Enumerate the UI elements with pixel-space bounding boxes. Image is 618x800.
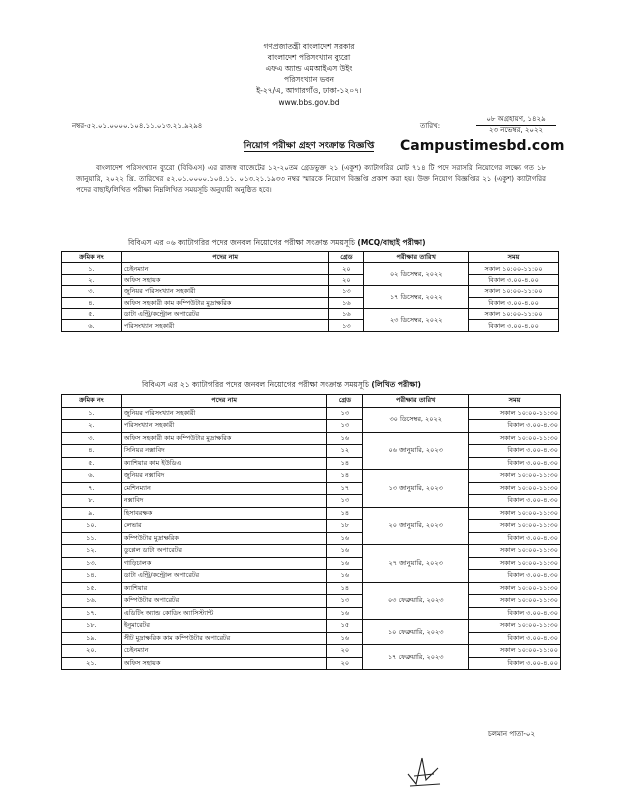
serial: ১. — [62, 407, 122, 420]
post-name: মেশিনম্যান — [121, 482, 327, 495]
serial: ৬. — [62, 470, 122, 483]
grade: ১৬ — [329, 297, 364, 308]
table1-caption — [128, 238, 426, 250]
col-serial: ক্রমিক নং — [62, 252, 122, 263]
table-row — [62, 445, 561, 458]
table-row — [62, 420, 561, 433]
post-name: জুনিয়র পরিসংখ্যান সহকারী — [121, 407, 327, 420]
exam-time: সকাল ১০:০০-১১:৩০ — [469, 432, 561, 445]
serial: ৮. — [62, 495, 122, 508]
serial: ১. — [62, 263, 122, 274]
serial: ১৮. — [62, 620, 122, 633]
table-header-row — [62, 395, 561, 408]
exam-time: বিকাল ৩.০০-৪.৩০ — [469, 532, 561, 545]
grade: ১৭ — [327, 482, 363, 495]
post-name: অফিস সহকারী কাম কম্পিউটার মুদ্রাক্ষরিক — [121, 432, 327, 445]
post-name: এডিটিং অ্যান্ড কোডিং অ্যাসিস্ট্যান্ট — [121, 607, 327, 620]
post-name: অফিস সহায়ক — [121, 274, 329, 285]
grade: ১৬ — [327, 570, 363, 583]
exam-time: বিকাল ৩.০০-৪.০০ — [469, 297, 559, 308]
grade: ১৬ — [327, 607, 363, 620]
grade: ১৪ — [327, 470, 363, 483]
serial: ১৯. — [62, 632, 122, 645]
exam-time: সকাল ১০:০০-১১:৩০ — [469, 595, 561, 608]
serial: ৫. — [62, 457, 122, 470]
exam-time: বিকাল ৩.০০-৪.০০ — [469, 320, 559, 331]
exam-time: সকাল ১০:০০-১১:৩০ — [469, 582, 561, 595]
post-name: অফিস সহকারী কাম কম্পিউটার মুদ্রাক্ষরিক — [121, 297, 329, 308]
col-grade: গ্রেড — [329, 252, 364, 263]
grade: ১৪ — [327, 582, 363, 595]
table-row — [62, 482, 561, 495]
table2-caption-bold: (লিখিত পরীক্ষা) — [371, 380, 421, 389]
serial: ৩. — [62, 432, 122, 445]
intro-paragraph: বাংলাদেশ পরিসংখ্যান ব্যুরো (বিবিএস) এর রাজস্ব বাজেটের ১২-২০তম গ্রেডভুক্ত ২১ (একুশ) ক্যাটাগরির মোট ৭১৪ টি পদে সরাসরি নিয়োগের লক্ষ্যে গত ১৮ জানুয়ারি, ২০২২ খ্রি. তারিখের ৫২.০১.০০০০.১০৪.১১. ০১৩.২১.১৯৩৩ নম্বর স্মারকে নিয়োগ বিজ্ঞপ্তি প্রকাশ করা হয়। উক্ত নিয়োগ বিজ্ঞপ্তির ২১ (একুশ) ক্যাটাগরির পদের বাছাই/লিখিত পরীক্ষা নিম্নলিখিত সময়সূচি অনুযায়ী অনুষ্ঠিত হবে। — [76, 164, 546, 194]
grade: ২০ — [327, 657, 363, 670]
serial: ১৬. — [62, 595, 122, 608]
serial: ১৩. — [62, 557, 122, 570]
exam-time: সকাল ১০:০০-১১:৩০ — [469, 470, 561, 483]
exam-time: সকাল ১০:০০-১১:৩০ — [469, 407, 561, 420]
serial: ৩. — [62, 286, 122, 297]
post-name: হিসাবরক্ষক — [121, 507, 327, 520]
table-row — [62, 286, 559, 297]
exam-time: বিকাল ৩.০০-৪.৩০ — [469, 570, 561, 583]
date-english: ২৩ নভেম্বর, ২০২২ — [488, 126, 544, 134]
post-name: লেভার — [121, 520, 327, 533]
post-name: নক্সাবিদ — [121, 495, 327, 508]
exam-time: সকাল ১০:০০-১১:৩০ — [469, 557, 561, 570]
exam-date: ০৩ ফেব্রুয়ারি, ২০২৩ — [363, 582, 469, 620]
serial: ৯. — [62, 507, 122, 520]
table-row — [62, 557, 561, 570]
post-name: ডাটা এন্ট্রি/কন্ট্রোল অপারেটর — [121, 570, 327, 583]
post-name: চেইনম্যান — [121, 263, 329, 274]
exam-date: ১৭ ডিসেম্বর, ২০২২ — [364, 286, 469, 309]
grade: ১৩ — [329, 320, 364, 331]
exam-time: সকাল ১০:০০-১১:৩০ — [469, 620, 561, 633]
table-row — [62, 297, 559, 308]
post-name: কম্পিউটার মুদ্রাক্ষরিক — [121, 532, 327, 545]
post-name: জুনিয়র নক্সাবিদ — [121, 470, 327, 483]
serial: ৬. — [62, 320, 122, 331]
exam-date: ১৭ ফেব্রুয়ারি, ২০২৩ — [363, 645, 469, 670]
post-name: পরিসংখ্যান সহকারী — [121, 320, 329, 331]
table-row — [62, 520, 561, 533]
exam-time: সকাল ১০:০০-১১:৩০ — [469, 507, 561, 520]
exam-time: বিকাল ৩.০০-৪.৩০ — [469, 420, 561, 433]
grade: ১৩ — [327, 407, 363, 420]
exam-date: ১৩ জানুয়ারি, ২০২৩ — [363, 470, 469, 508]
table-row — [62, 263, 559, 274]
post-name: চেইনম্যান — [121, 645, 327, 658]
exam-date: ১০ ফেব্রুয়ারি, ২০২৩ — [363, 620, 469, 645]
grade: ১৬ — [329, 308, 364, 319]
table-row — [62, 632, 561, 645]
table1-caption-text: বিবিএস এর ০৬ ক্যাটাগরির পদের জনবল নিয়োগের পরীক্ষা সংক্রান্ত সময়সূচি — [128, 238, 356, 247]
exam-date: ২০ জানুয়ারি, ২০২৩ — [363, 507, 469, 545]
table-row — [62, 545, 561, 558]
serial: ১৭. — [62, 607, 122, 620]
grade: ১৪ — [327, 457, 363, 470]
post-name: ডাটা এন্ট্রি/কন্ট্রোল অপারেটর — [121, 308, 329, 319]
exam-time: বিকাল ৩.০০-৪.৩০ — [469, 457, 561, 470]
serial: ১০. — [62, 520, 122, 533]
website-link[interactable]: www.bbs.gov.bd — [278, 98, 340, 107]
mcq-schedule-table — [61, 251, 559, 332]
col-post: পদের নাম — [121, 395, 327, 408]
exam-time: বিকাল ৩.০০-৪.৩০ — [469, 495, 561, 508]
serial: ৪. — [62, 445, 122, 458]
grade: ১৮ — [327, 520, 363, 533]
signature-icon — [404, 754, 444, 790]
exam-date: ০২ ডিসেম্বর, ২০২২ — [364, 263, 469, 286]
address: ই-২৭/এ, আগারগাঁও, ঢাকা-১২০৭। — [256, 86, 362, 95]
grade: ১৬ — [327, 632, 363, 645]
table-row — [62, 607, 561, 620]
serial: ১১. — [62, 532, 122, 545]
exam-time: বিকাল ৩.০০-৪.৩০ — [469, 632, 561, 645]
table-row — [62, 595, 561, 608]
exam-date: ২৭ জানুয়ারি, ২০২৩ — [363, 545, 469, 583]
grade: ১৩ — [327, 495, 363, 508]
exam-date: ০৬ জানুয়ারি, ২০২৩ — [363, 432, 469, 470]
memo-number: নম্বর-৫২.০১.০০০০.১০৪.১১.০১৩.২১.৯২৯৪ — [72, 122, 203, 130]
grade: ২০ — [329, 263, 364, 274]
date-label: তারিখ: — [420, 122, 441, 130]
grade: ১৩ — [329, 286, 364, 297]
exam-time: বিকাল ৩.০০-৪.৩০ — [469, 445, 561, 458]
exam-time: সকাল ১০:০০-১১:০০ — [469, 645, 561, 658]
exam-time: সকাল ১০:০০-১১:০০ — [469, 308, 559, 319]
table-row — [62, 457, 561, 470]
col-time: সময় — [469, 395, 561, 408]
post-name: সিনিয়র নক্সাবিদ — [121, 445, 327, 458]
post-name: জুনিয়র পরিসংখ্যান সহকারী — [121, 286, 329, 297]
post-name: অফিস সহায়ক — [121, 657, 327, 670]
post-name: ইনুমারেটর — [121, 620, 327, 633]
col-time: সময় — [469, 252, 559, 263]
written-schedule-table — [61, 394, 561, 670]
building-name: পরিসংখ্যান ভবন — [284, 75, 334, 84]
table-row — [62, 645, 561, 658]
exam-time: সকাল ১০:০০-১১:০০ — [469, 263, 559, 274]
grade: ২০ — [329, 274, 364, 285]
post-name: ক্যাশিয়ার কাম ইউডিএ — [121, 457, 327, 470]
grade: ১৬ — [327, 545, 363, 558]
post-name: গাড়িচালক — [121, 557, 327, 570]
exam-time: সকাল ১০:০০-১১:৩০ — [469, 520, 561, 533]
col-date: পরীক্ষার তারিখ — [363, 395, 469, 408]
exam-time: বিকাল ৩.০০-৪.৩০ — [469, 607, 561, 620]
exam-time: সকাল ১০:০০-১১:০০ — [469, 286, 559, 297]
wing-name: এফএ অ্যান্ড এমআইএস উইং — [265, 64, 353, 73]
grade: ১৪ — [327, 507, 363, 520]
grade: ১২ — [327, 445, 363, 458]
gov-title: গণপ্রজাতন্ত্রী বাংলাদেশ সরকার — [263, 42, 355, 51]
post-name: ক্যাশিয়ার — [121, 582, 327, 595]
serial: ১৪. — [62, 570, 122, 583]
serial: ১৫. — [62, 582, 122, 595]
table-row — [62, 620, 561, 633]
post-name: সীট মুদ্রাক্ষরিক কাম কম্পিউটার অপারেটর — [121, 632, 327, 645]
table-row — [62, 320, 559, 331]
notice-title-text: নিয়োগ পরীক্ষা গ্রহণ সংক্রান্ত বিজ্ঞপ্তি — [243, 141, 375, 151]
grade: ১৫ — [327, 620, 363, 633]
post-name: ডুপ্লেল ডাটা অপারেটর — [121, 545, 327, 558]
post-name: কম্পিউটার অপারেটর — [121, 595, 327, 608]
table-row — [62, 570, 561, 583]
exam-date: ২৩ ডিসেম্বর, ২০২২ — [364, 308, 469, 331]
post-name: পরিসংখ্যান সহকারী — [121, 420, 327, 433]
exam-time: বিকাল ৩.০০-৪.০০ — [469, 657, 561, 670]
grade: ১৬ — [327, 532, 363, 545]
grade: ২০ — [327, 645, 363, 658]
grade: ১৩ — [327, 420, 363, 433]
serial: ২. — [62, 274, 122, 285]
table-row — [62, 657, 561, 670]
table-row — [62, 407, 561, 420]
table-row — [62, 470, 561, 483]
table1-caption-bold: (MCQ/বাছাই পরীক্ষা) — [357, 238, 426, 247]
grade: ১৬ — [327, 432, 363, 445]
col-serial: ক্রমিক নং — [62, 395, 122, 408]
table-row — [62, 582, 561, 595]
table-row — [62, 495, 561, 508]
grade: ১৬ — [327, 557, 363, 570]
exam-time: বিকাল ৩.০০-৪.০০ — [469, 274, 559, 285]
exam-time: সকাল ১০:০০-১১:৩০ — [469, 545, 561, 558]
continue-page-note: চলমান পাতা-০২ — [488, 730, 536, 738]
serial: ২. — [62, 420, 122, 433]
table2-caption-text: বিবিএস এর ২১ ক্যাটাগরির পদের জনবল নিয়োগের পরীক্ষা সংক্রান্ত সময়সূচি — [142, 380, 370, 389]
exam-date: ৩০ ডিসেম্বর, ২০২২ — [363, 407, 469, 432]
serial: ২১. — [62, 657, 122, 670]
serial: ৭. — [62, 482, 122, 495]
date-bangla: ০৮ অগ্রহায়ণ, ১৪২৯ — [476, 113, 556, 126]
col-grade: গ্রেড — [327, 395, 363, 408]
serial: ৫. — [62, 308, 122, 319]
serial: ১২. — [62, 545, 122, 558]
serial: ৪. — [62, 297, 122, 308]
col-date: পরীক্ষার তারিখ — [364, 252, 469, 263]
table-header-row — [62, 252, 559, 263]
table-row — [62, 507, 561, 520]
table-row — [62, 308, 559, 319]
grade: ১৩ — [327, 595, 363, 608]
watermark: Campustimesbd.com — [400, 138, 565, 154]
table-row — [62, 274, 559, 285]
col-post: পদের নাম — [121, 252, 329, 263]
serial: ২০. — [62, 645, 122, 658]
bureau-name: বাংলাদেশ পরিসংখ্যান ব্যুরো — [267, 53, 351, 62]
table2-caption — [142, 380, 421, 392]
exam-time: সকাল ১০:০০-১১:৩০ — [469, 482, 561, 495]
table-row — [62, 432, 561, 445]
table-row — [62, 532, 561, 545]
